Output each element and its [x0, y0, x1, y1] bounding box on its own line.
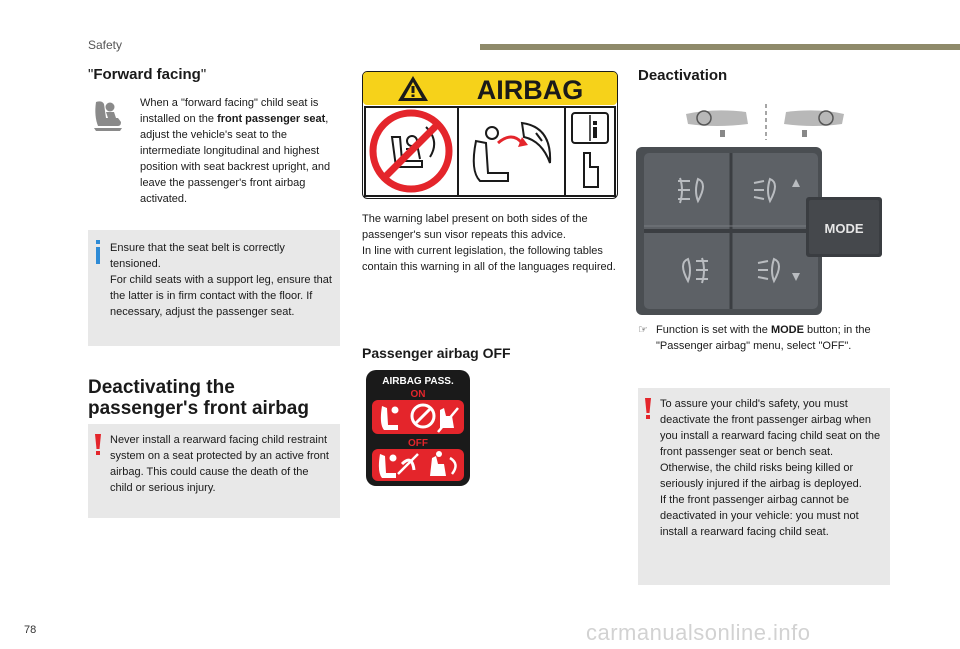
indicator-on-label: ON: [410, 389, 426, 400]
info-note-line-2: For child seats with a support leg, ensure that the latter is in firm contact with the floor. If necessary, adjust the passenger seat.: [110, 274, 332, 318]
forward-facing-text-2: , adjust the vehicle's seat to the intermediate longitudinal and highest position with seat backrest upright, and leave the passenger's front airbag activated.: [140, 113, 331, 205]
deactivating-title-line-2: passenger's front airbag: [88, 398, 309, 419]
forward-facing-text-1: When a "forward facing" child seat is installed on the: [140, 97, 319, 125]
airbag-label-heading: AIRBAG: [476, 75, 584, 105]
info-note-line-1: Ensure that the seat belt is correctly tensioned.: [110, 242, 285, 270]
watermark: carmanualsonline.info: [586, 620, 811, 645]
forward-facing-text: [140, 95, 336, 207]
deactivating-title: [88, 377, 348, 419]
info-icon: [93, 240, 103, 264]
mode-button: MODE: [824, 221, 864, 236]
function-note-2: button; in the "Passenger airbag" menu, select "OFF".: [656, 324, 871, 352]
function-note-1: Function is set with the: [656, 324, 771, 336]
header-bar: [480, 44, 960, 50]
child-safety-warning-2: If the front passenger airbag cannot be deactivated in your vehicle: you must not install a rearward facing child seat.: [660, 494, 859, 538]
child-safety-warning-text: [660, 396, 886, 540]
forward-facing-open-quote: ": [88, 66, 94, 83]
note-arrow-icon: ☞: [638, 324, 648, 336]
passenger-airbag-off-title: Passenger airbag OFF: [362, 345, 511, 361]
mode-button-panel: [636, 147, 886, 315]
function-note-text: [656, 322, 893, 354]
airbag-label-description-1: The warning label present on both sides of the passenger's sun visor repeats this advice.: [362, 213, 588, 241]
passenger-airbag-indicator: [366, 370, 470, 486]
forward-facing-title-text: Forward facing: [93, 66, 201, 83]
forward-facing-text-bold: front passenger seat: [217, 113, 326, 125]
warning-icon: [92, 434, 104, 456]
deactivation-title: Deactivation: [638, 67, 728, 84]
warning-text: Never install a rearward facing child restraint system on a seat protected by an active front airbag. This could cause the death of the child or serious injury.: [110, 434, 329, 494]
info-note-box: [88, 230, 340, 346]
child-seat-icon: [88, 96, 128, 136]
warning-icon: [642, 398, 654, 420]
airbag-label-description: [362, 211, 617, 275]
warning-box: [88, 424, 340, 518]
child-safety-warning-box: [638, 388, 890, 585]
child-safety-warning-1: To assure your child's safety, you must deactivate the front passenger airbag when you install a rearward facing child seat on the front passenger seat or bench seat. Otherwise, the child risks being killed or seriously injured if the airbag is deployed.: [660, 398, 881, 490]
info-note-text: [110, 240, 332, 320]
airbag-warning-label: [362, 71, 618, 199]
deactivating-title-line-1: Deactivating the: [88, 377, 235, 398]
forward-facing-close-quote: ": [200, 66, 207, 83]
indicator-off-label: OFF: [408, 438, 428, 449]
page-number: 78: [24, 624, 37, 636]
section-label: Safety: [88, 38, 123, 52]
forward-facing-title: [88, 66, 206, 83]
function-note: [638, 322, 893, 354]
airbag-label-description-2: In line with current legislation, the following tables contain this warning in all of the languages required.: [362, 245, 616, 273]
indicator-title: AIRBAG PASS.: [382, 376, 454, 387]
function-note-bold: MODE: [770, 324, 804, 336]
dashboard-icon: [686, 102, 846, 142]
